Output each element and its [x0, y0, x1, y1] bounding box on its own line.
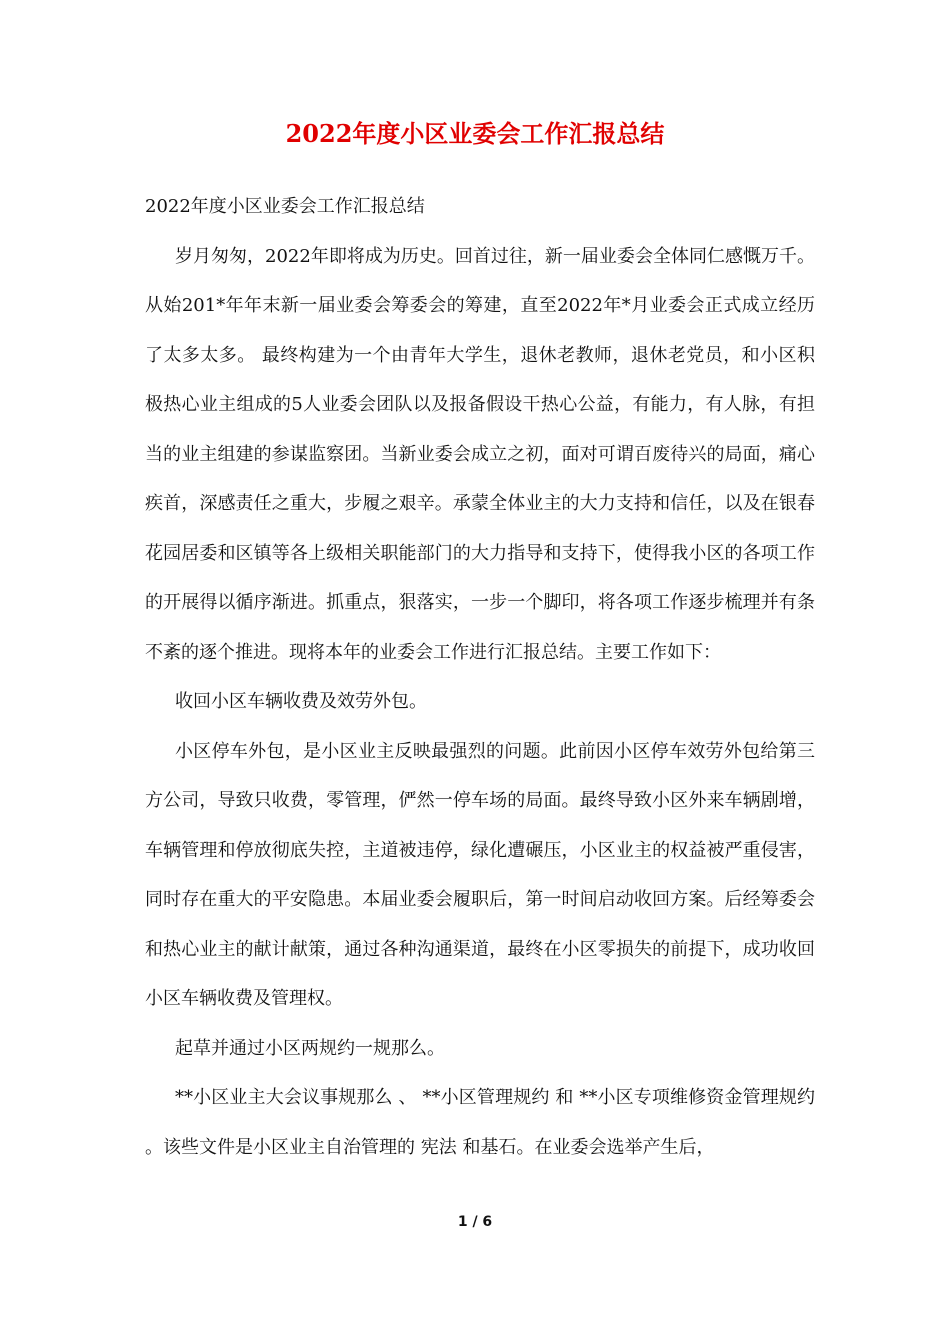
heading-regulations: 起草并通过小区两规约一规那么。: [175, 1037, 445, 1059]
document-title: 2022年度小区业委会工作汇报总结: [285, 119, 665, 148]
paragraph-regulations: **小区业主大会议事规那么 、 **小区管理规约 和 **小区专项维修资金管理规约 。该些文件是小区业主自治管理的 宪法 和基石。在业委会选举产生后，: [145, 1087, 815, 1158]
heading-parking: 收回小区车辆收费及效劳外包。: [175, 691, 427, 712]
page-indicator: 1 / 6: [457, 1214, 493, 1230]
document-subtitle: 2022年度小区业委会工作汇报总结: [145, 196, 425, 217]
paragraph-parking: 小区停车外包，是小区业主反映最强烈的问题。此前因小区停车效劳外包给第三方公司，导致只收费，零管理，俨然一停车场的局面。最终导致小区外来车辆剧增，车辆管理和停放彻底失控，主道被违停，绿化遭碾压，小区业主的权益被严重侵害，同时存在重大的平安隐患。本届业委会履职后，第一时间启动收回方案。后经筹委会和热心业主的献计献策，通过各种沟通渠道，最终在小区零损失的前提下，成功收回小区车辆收费及管理权。: [145, 740, 815, 1009]
paragraph-intro: 岁月匆匆，2022年即将成为历史。回首过往，新一届业委会全体同仁感慨万千。从始201*年年末新一届业委会筹委会的筹建，直至2022年*月业委会正式成立经历了太多太多。 最终构建为一个由青年大学生，退休老教师，退休老党员，和小区积极热心业主组成的5人业委会团队以及报备假设干热心公益，有能力，有人脉，有担当的业主组建的参谋监察团。当新业委会成立之初，面对可谓百废待兴的局面，痛心疾首，深感责任之重大，步履之艰辛。承蒙全体业主的大力支持和信任，以及在银春花园居委和区镇等各上级相关职能部门的大力指导和支持下，使得我小区的各项工作的开展得以循序渐进。抓重点，狠落实，一步一个脚印，将各项工作逐步梳理并有条不紊的逐个推进。现将本年的业委会工作进行汇报总结。主要工作如下：: [145, 245, 815, 663]
document-body: [145, 182, 815, 1172]
